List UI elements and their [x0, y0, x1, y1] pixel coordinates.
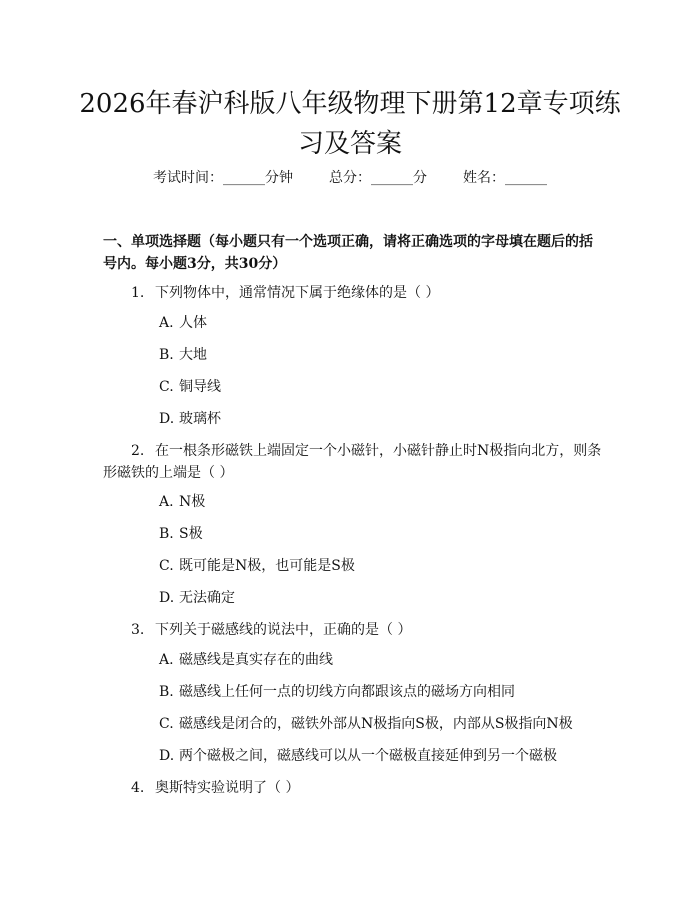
exam-total-score: 总分：______分	[329, 170, 427, 186]
question-3	[103, 619, 603, 641]
option-text: 磁感线上任何一点的切线方向都跟该点的磁场方向相同	[179, 684, 515, 700]
option-3a	[159, 650, 333, 670]
option-text: 两个磁极之间，磁感线可以从一个磁极直接延伸到另一个磁极	[179, 748, 557, 764]
question-number: 2.	[131, 443, 145, 459]
question-text: 下列物体中，通常情况下属于绝缘体的是（ ）	[155, 285, 440, 301]
option-text: 磁感线是真实存在的曲线	[179, 652, 333, 668]
option-2d	[159, 588, 235, 608]
question-1	[103, 282, 603, 304]
option-1b	[159, 345, 207, 365]
question-text: 在一根条形磁铁上端固定一个小磁针，小磁针静止时N极指向北方，则条形磁铁的上端是（ ）	[103, 443, 602, 481]
option-letter: C.	[159, 716, 174, 732]
option-letter: D.	[159, 748, 175, 764]
option-letter: B.	[159, 684, 174, 700]
option-text: S极	[179, 526, 203, 542]
option-3d	[159, 746, 557, 766]
question-text: 下列关于磁感线的说法中，正确的是（ ）	[155, 622, 412, 638]
question-number: 3.	[131, 622, 145, 638]
exam-time: 考试时间：______分钟	[153, 170, 293, 186]
option-letter: D.	[159, 590, 175, 606]
option-3b	[159, 682, 515, 702]
option-text: 磁感线是闭合的，磁铁外部从N极指向S极，内部从S极指向N极	[179, 716, 573, 732]
option-3c	[159, 714, 573, 734]
question-number: 1.	[131, 285, 145, 301]
option-text: 既可能是N极，也可能是S极	[179, 558, 355, 574]
option-text: N极	[179, 494, 206, 510]
document-title: 2026年春沪科版八年级物理下册第12章专项练习及答案	[79, 89, 621, 159]
exam-meta	[0, 168, 700, 188]
option-text: 大地	[179, 347, 207, 363]
question-text: 奥斯特实验说明了（ ）	[155, 780, 300, 796]
option-text: 无法确定	[179, 590, 235, 606]
student-name: 姓名：______	[463, 170, 547, 186]
section-title: 一、单项选择题（每小题只有一个选项正确，请将正确选项的字母填在题后的括号内。每小题3分，共30分）	[103, 234, 593, 272]
option-letter: C.	[159, 379, 174, 395]
option-letter: A.	[159, 315, 174, 331]
option-letter: C.	[159, 558, 174, 574]
option-1c	[159, 377, 221, 397]
option-2a	[159, 492, 205, 512]
option-1a	[159, 313, 207, 333]
option-2c	[159, 556, 355, 576]
option-letter: B.	[159, 347, 174, 363]
question-4	[103, 777, 603, 799]
option-text: 铜导线	[179, 379, 221, 395]
option-letter: B.	[159, 526, 174, 542]
option-letter: A.	[159, 494, 174, 510]
question-2	[103, 440, 603, 484]
option-letter: A.	[159, 652, 174, 668]
option-text: 玻璃杯	[179, 411, 221, 427]
option-2b	[159, 524, 203, 544]
option-text: 人体	[179, 315, 207, 331]
question-number: 4.	[131, 780, 145, 796]
option-1d	[159, 409, 221, 429]
option-letter: D.	[159, 411, 175, 427]
